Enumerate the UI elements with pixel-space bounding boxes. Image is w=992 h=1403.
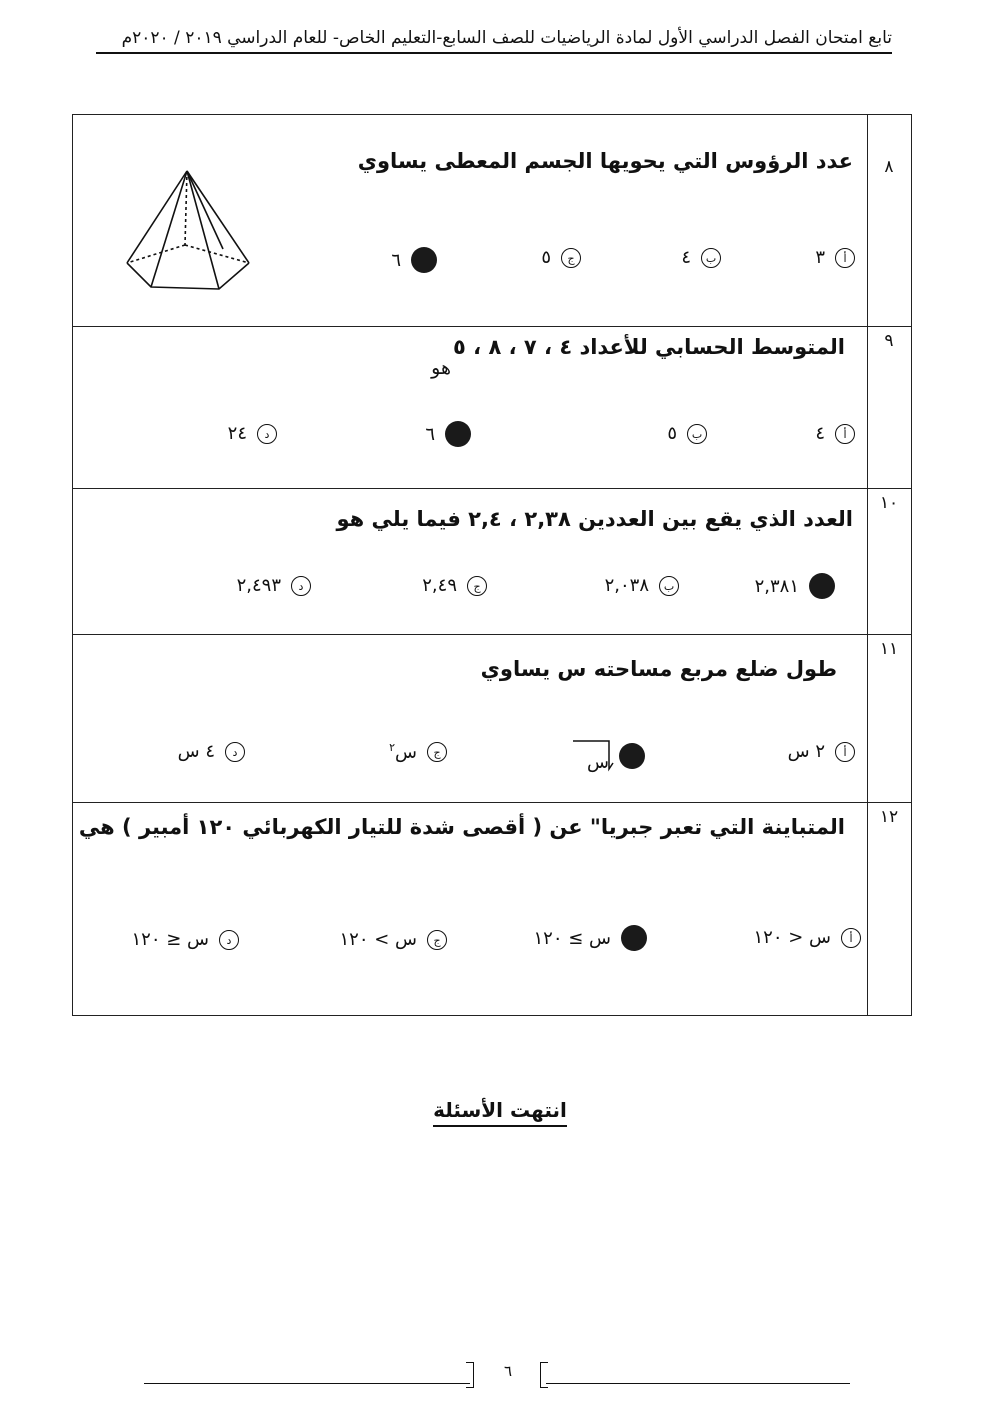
option-b[interactable] xyxy=(667,423,707,444)
question-row-10 xyxy=(73,489,911,635)
selected-answer-dot xyxy=(445,421,471,447)
option-value: س ≥ ١٢٠ xyxy=(533,927,611,949)
option-b[interactable] xyxy=(605,575,679,596)
questions-table xyxy=(72,114,912,1016)
option-d[interactable] xyxy=(228,423,277,444)
question-row-11 xyxy=(73,635,911,803)
option-value: س xyxy=(587,752,609,773)
option-value: ٢,٤٩ xyxy=(422,575,457,596)
selected-answer-dot xyxy=(619,743,645,769)
option-letter-circle: أ xyxy=(835,248,855,268)
option-c[interactable] xyxy=(339,929,447,950)
option-letter-circle: ب xyxy=(701,248,721,268)
option-letter-circle: ج xyxy=(427,930,447,950)
question-text-line1: المتوسط الحسابي للأعداد ٤ ، ٧ ، ٨ ، ٥ xyxy=(453,335,845,359)
option-value: ٤ xyxy=(815,423,825,444)
option-value: ٦ xyxy=(425,423,435,445)
question-number: ٨ xyxy=(884,157,894,177)
exponent: ٢ xyxy=(389,741,396,754)
option-value: س ≤ ١٢٠ xyxy=(131,929,209,950)
question-number: ١٢ xyxy=(879,807,899,827)
option-b-selected[interactable] xyxy=(533,925,647,951)
sqrt-expression xyxy=(573,739,609,773)
sqrt-symbol-icon xyxy=(573,739,617,773)
selected-answer-dot xyxy=(809,573,835,599)
question-row-8 xyxy=(73,115,911,327)
option-letter-circle: ج xyxy=(467,576,487,596)
option-value: ٢,٠٣٨ xyxy=(604,575,649,596)
option-value: ٢,٤٩٣ xyxy=(236,575,281,596)
option-b-selected[interactable] xyxy=(573,739,645,773)
option-value: ٥ xyxy=(667,423,677,444)
footer-bracket-right xyxy=(540,1362,548,1388)
question-text: العدد الذي يقع بين العددين ٢,٣٨ ، ٢,٤ فيما يلي هو xyxy=(336,507,853,531)
option-a[interactable] xyxy=(788,741,855,762)
option-d-selected[interactable] xyxy=(391,247,437,273)
option-a-selected[interactable] xyxy=(755,573,835,599)
option-letter-circle: أ xyxy=(841,928,861,948)
question-number: ١١ xyxy=(879,639,899,659)
selected-answer-dot xyxy=(621,925,647,951)
option-letter-circle: أ xyxy=(835,742,855,762)
option-value: س < ١٢٠ xyxy=(753,927,831,948)
footer-bracket-left xyxy=(466,1362,474,1388)
option-letter-circle: د xyxy=(291,576,311,596)
option-letter-circle: د xyxy=(257,424,277,444)
option-d[interactable] xyxy=(237,575,311,596)
option-value: س$^٢$ xyxy=(389,741,417,763)
question-text-line1: طول ضلع مربع مساحته س يساوي xyxy=(480,657,837,681)
option-a[interactable] xyxy=(815,423,855,444)
option-c[interactable] xyxy=(541,247,581,268)
question-number: ٩ xyxy=(884,331,894,351)
option-letter-circle: ج xyxy=(427,742,447,762)
option-c[interactable] xyxy=(389,741,447,763)
option-value: ٢,٣٨١ xyxy=(754,575,799,597)
footer-line-right xyxy=(546,1383,850,1384)
question-text-line2: هو xyxy=(431,357,451,379)
selected-answer-dot xyxy=(411,247,437,273)
option-value: ٥ xyxy=(541,247,551,268)
option-letter-circle: د xyxy=(219,930,239,950)
pentagonal-pyramid-figure xyxy=(123,165,253,295)
option-letter-circle: د xyxy=(225,742,245,762)
option-value: ٣ xyxy=(815,247,825,268)
footer-line-left xyxy=(144,1383,470,1384)
option-a[interactable] xyxy=(815,247,855,268)
option-d[interactable] xyxy=(178,741,245,762)
exam-header: تابع امتحان الفصل الدراسي الأول لمادة الرياضيات للصف السابع-التعليم الخاص- للعام الدراسي ٢٠١٩ / ٢٠٢٠م xyxy=(96,24,892,54)
end-of-questions xyxy=(400,1098,600,1122)
question-text-line1: المتباينة التي تعبر جبريا" عن ( أقصى شدة للتيار الكهربائي ١٢٠ أمبير ) هي xyxy=(78,815,845,839)
option-value: ٦ xyxy=(391,249,401,271)
question-row-9 xyxy=(73,327,911,489)
option-d[interactable] xyxy=(131,929,239,950)
option-b[interactable] xyxy=(681,247,721,268)
option-c-selected[interactable] xyxy=(425,421,471,447)
question-row-12 xyxy=(73,803,911,1017)
option-letter-circle: ج xyxy=(561,248,581,268)
option-value: ٤ س xyxy=(177,741,215,762)
end-of-questions-text: انتهت الأسئلة xyxy=(433,1098,567,1127)
option-value: ٤ xyxy=(681,247,691,268)
option-value: ٢ س xyxy=(787,741,825,762)
question-text: عدد الرؤوس التي يحويها الجسم المعطى يساوي xyxy=(357,149,853,173)
option-c[interactable] xyxy=(422,575,487,596)
option-value: س > ١٢٠ xyxy=(339,929,417,950)
option-letter-circle: ب xyxy=(659,576,679,596)
option-letter-circle: أ xyxy=(835,424,855,444)
question-number: ١٠ xyxy=(879,493,899,513)
option-a[interactable] xyxy=(753,927,861,948)
page-number: ٦ xyxy=(503,1362,513,1380)
option-letter-circle: ب xyxy=(687,424,707,444)
option-value: ٢٤ xyxy=(227,423,247,444)
